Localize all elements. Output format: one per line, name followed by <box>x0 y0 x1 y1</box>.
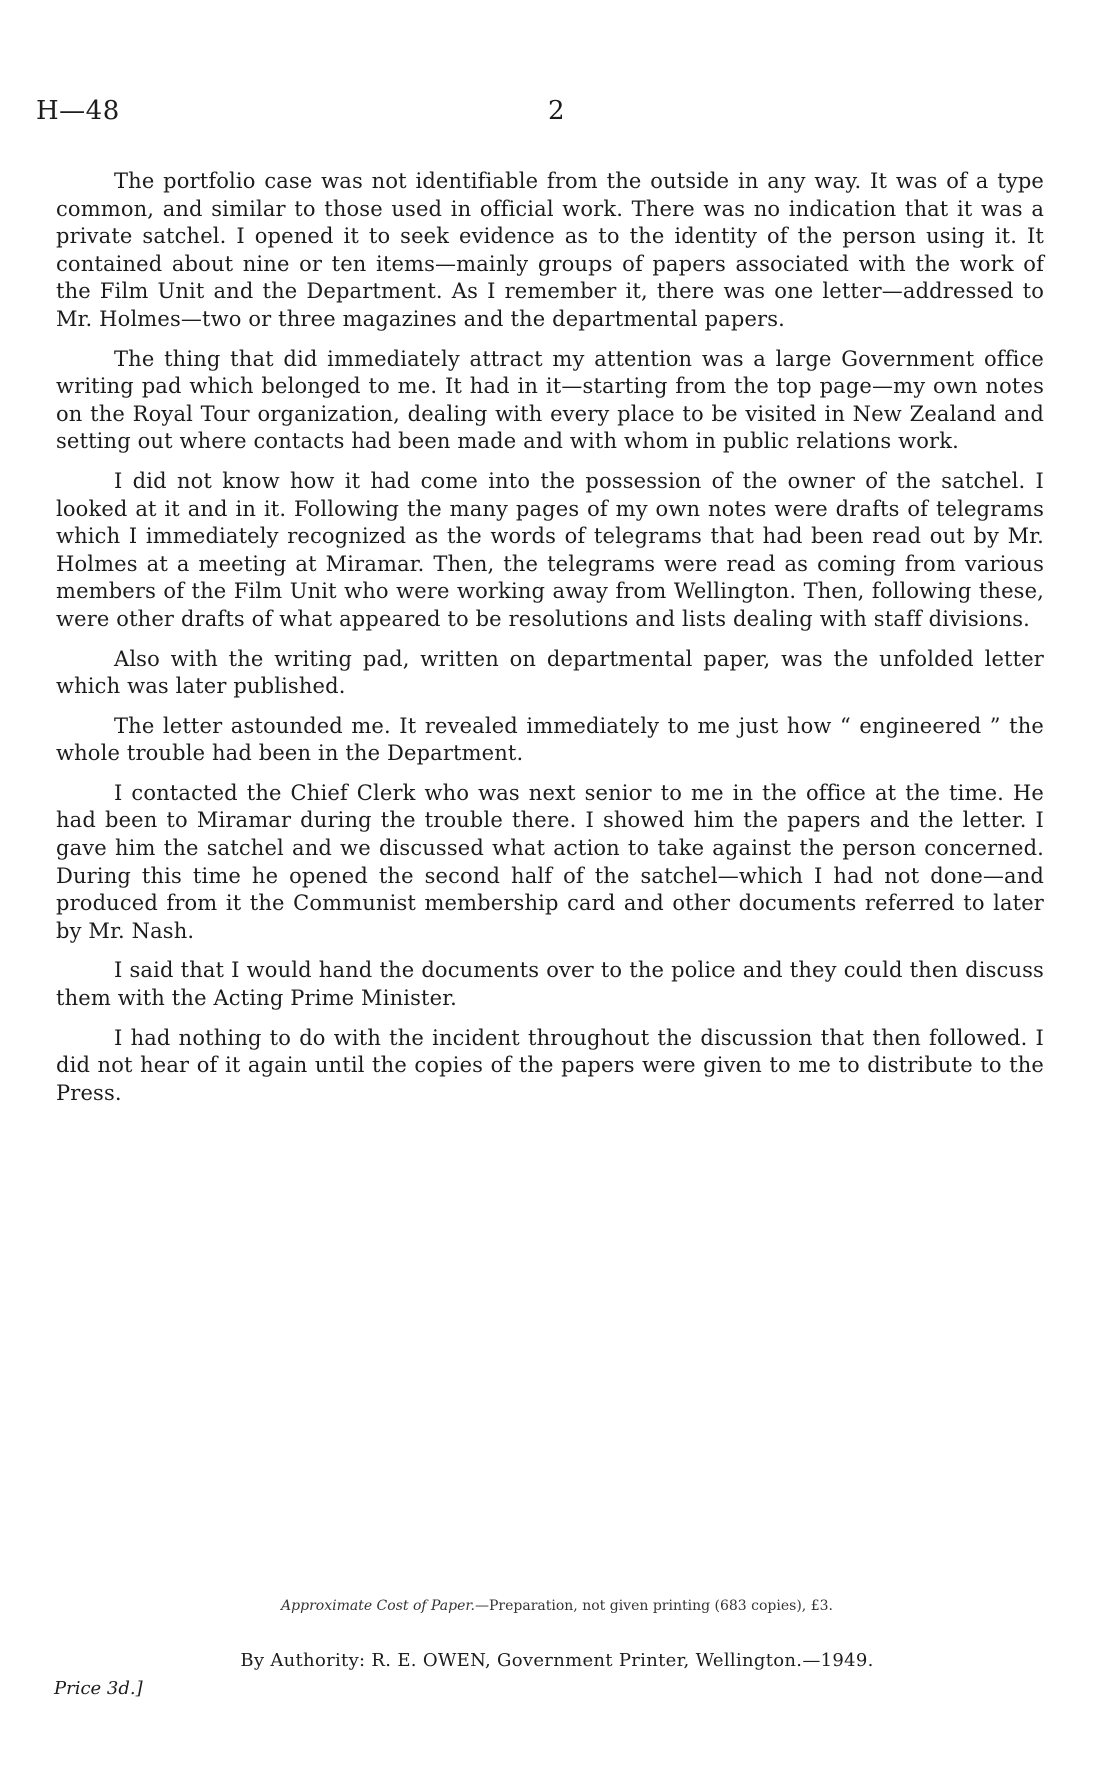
paragraph-7: I said that I would hand the documents over to the police and they could then discuss them with the Acting Prime Minister. <box>56 958 1044 1011</box>
printer-authority-line: By Authority: R. E. OWEN, Government Printer, Wellington.—1949. <box>240 1650 874 1671</box>
paragraph-3: I did not know how it had come into the possession of the owner of the satchel. I looked at it and in it. Following the many pages of my own notes were drafts of telegrams which I immediately recognized as the words of telegrams that had been read out by Mr. Holmes at a meeting at Miramar. Then, the telegrams were read as coming from various members of the Film Unit who were working away from Wellington. Then, following these, were other drafts of what appeared to be resolutions and lists dealing with staff divisions. <box>56 468 1044 631</box>
price-label: Price 3d.] <box>54 1678 143 1699</box>
paragraph-2: The thing that did immediately attract my attention was a large Government office writing pad which belonged to me. It had in it—starting from the top page—my own notes on the Royal Tour organization, dealing with every place to be visited in New Zealand and setting out where contacts had been made and with whom in public relations work. <box>56 346 1044 454</box>
paragraph-5: The letter astounded me. It revealed immediately to me just how “ engineered ” the whole trouble had been in the Department. <box>56 713 1044 766</box>
body-text <box>56 168 1044 1119</box>
paragraph-6: I contacted the Chief Clerk who was next senior to me in the office at the time. He had been to Miramar during the trouble there. I showed him the papers and the letter. I gave him the satchel and we discussed what action to take against the person concerned. During this time he opened the second half of the satchel—which I had not done—and produced from it the Communist membership card and other documents referred to later by Mr. Nash. <box>56 780 1044 943</box>
paragraph-1: The portfolio case was not identifiable from the outside in any way. It was of a type common, and similar to those used in official work. There was no indication that it was a private satchel. I opened it to seek evidence as to the identity of the person using it. It contained about nine or ten items—mainly groups of papers associated with the work of the Film Unit and the Department. As I remember it, there was one letter—addressed to Mr. Holmes—two or three magazines and the departmental papers. <box>56 169 1044 331</box>
paragraph-4: Also with the writing pad, written on departmental paper, was the unfolded letter which was later published. <box>56 646 1044 699</box>
cost-of-paper-line <box>0 1598 1114 1614</box>
cost-label: Approximate Cost of Paper. <box>281 1598 476 1614</box>
document-reference: H—48 <box>36 96 120 126</box>
paragraph-8: I had nothing to do with the incident throughout the discussion that then followed. I did not hear of it again until the copies of the papers were given to me to distribute to the Press. <box>56 1025 1044 1105</box>
page-number: 2 <box>548 96 565 126</box>
cost-detail: —Preparation, not given printing (683 copies), £3. <box>475 1598 833 1614</box>
